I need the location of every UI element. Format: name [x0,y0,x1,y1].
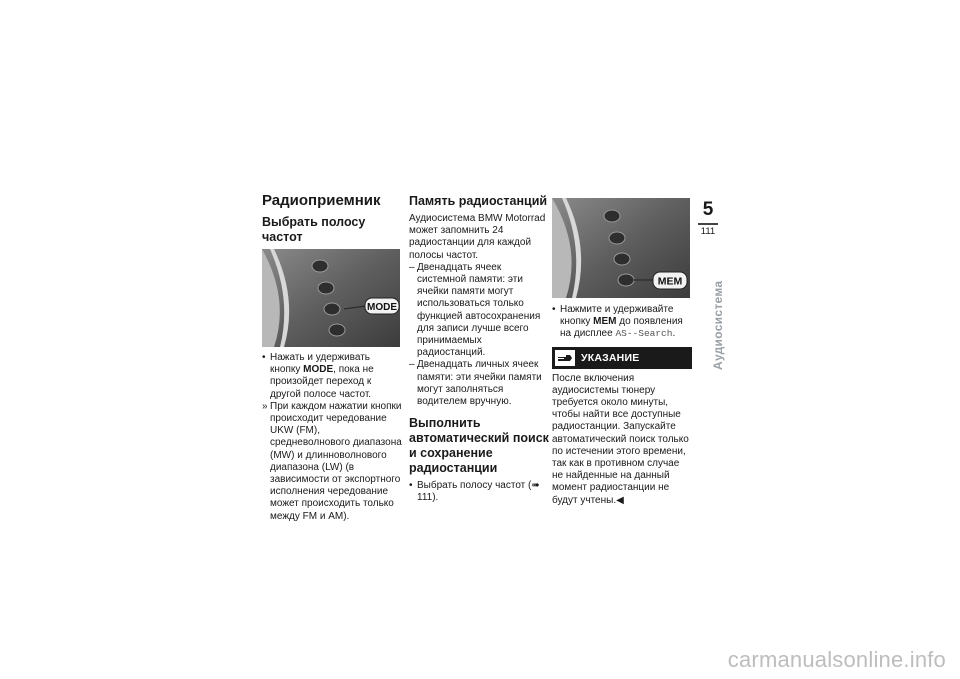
note-title: УКАЗАНИЕ [581,351,640,364]
step-text: до появления на дисплее [560,316,683,340]
mem-instruction-step [552,304,692,341]
button-keyword: MEM [593,316,617,328]
page-number: 111 [700,225,716,237]
instruction-list [262,352,402,401]
mem-instruction-list [552,304,692,341]
memory-item: – Двенадцать личных ячеек памяти: эти ячейки памяти могут заполняться водителем вручную. [409,359,549,408]
chapter-number: 5 [702,199,714,220]
watermark: carmanualsonline.info [727,647,946,672]
chapter-tab [697,199,719,238]
mode-callout-label: MODE [367,302,397,313]
subsection-title-autosearch: Выполнить автоматический поиск и сохранение радиостанции [409,416,549,476]
section-title-memory: Память радиостанций [409,194,548,208]
step-text: , пока не произойдет переход к другой полосе частот. [270,364,374,400]
subsection-title-band: Выбрать полосу частот [262,215,366,244]
column-radio [262,192,402,523]
autosearch-steps [409,480,549,504]
step-text: Нажать и удерживать кнопку [270,352,370,376]
mode-button-photo [262,249,400,347]
section-title-radio: Радиоприемник [262,192,381,209]
hand-pointer-icon [555,350,575,366]
column-memory [409,192,549,505]
mem-button-photo [552,198,690,298]
result-list [262,401,402,523]
column-mem [552,192,692,507]
note-text: После включения аудиосистемы тюнеру требуется около минуты, чтобы найти все доступные радиостанции. Запускайте автоматический поиск только по истечении этого времени, так как в противном случае не найденные на данный момент радиостанции не будут учтены.◀ [552,372,689,506]
memory-list [409,262,549,408]
step-text: . [672,328,676,340]
autosearch-step: • Выбрать полосу частот (➠ 111). [409,480,549,504]
button-keyword: MODE [303,364,334,376]
memory-intro: Аудиосистема BMW Motorrad может запомнить 24 радиостанции для каждой полосы частот. [409,213,546,261]
result-text: » При каждом нажатии кнопки происходит чередование UKW (FM), средневолнового диапазона (MW) и длинноволнового диапазона (LW) (в зависимости от экспортного исполнения чередование может происходить только между FM и AM). [262,401,402,523]
display-text: AS--Search [615,328,673,340]
mem-callout-label: MEM [657,275,683,288]
note-header [552,347,692,369]
chapter-name: Аудиосистема [711,280,725,370]
memory-item: – Двенадцать ячеек системной памяти: эти ячейки памяти могут использоваться только функцией автосохранения для записи лучше всего принимаемых радиостанций. [409,262,549,360]
tab-divider [698,223,718,225]
instruction-step [262,352,402,401]
step-text: Нажмите и удерживайте кнопку [560,304,674,328]
